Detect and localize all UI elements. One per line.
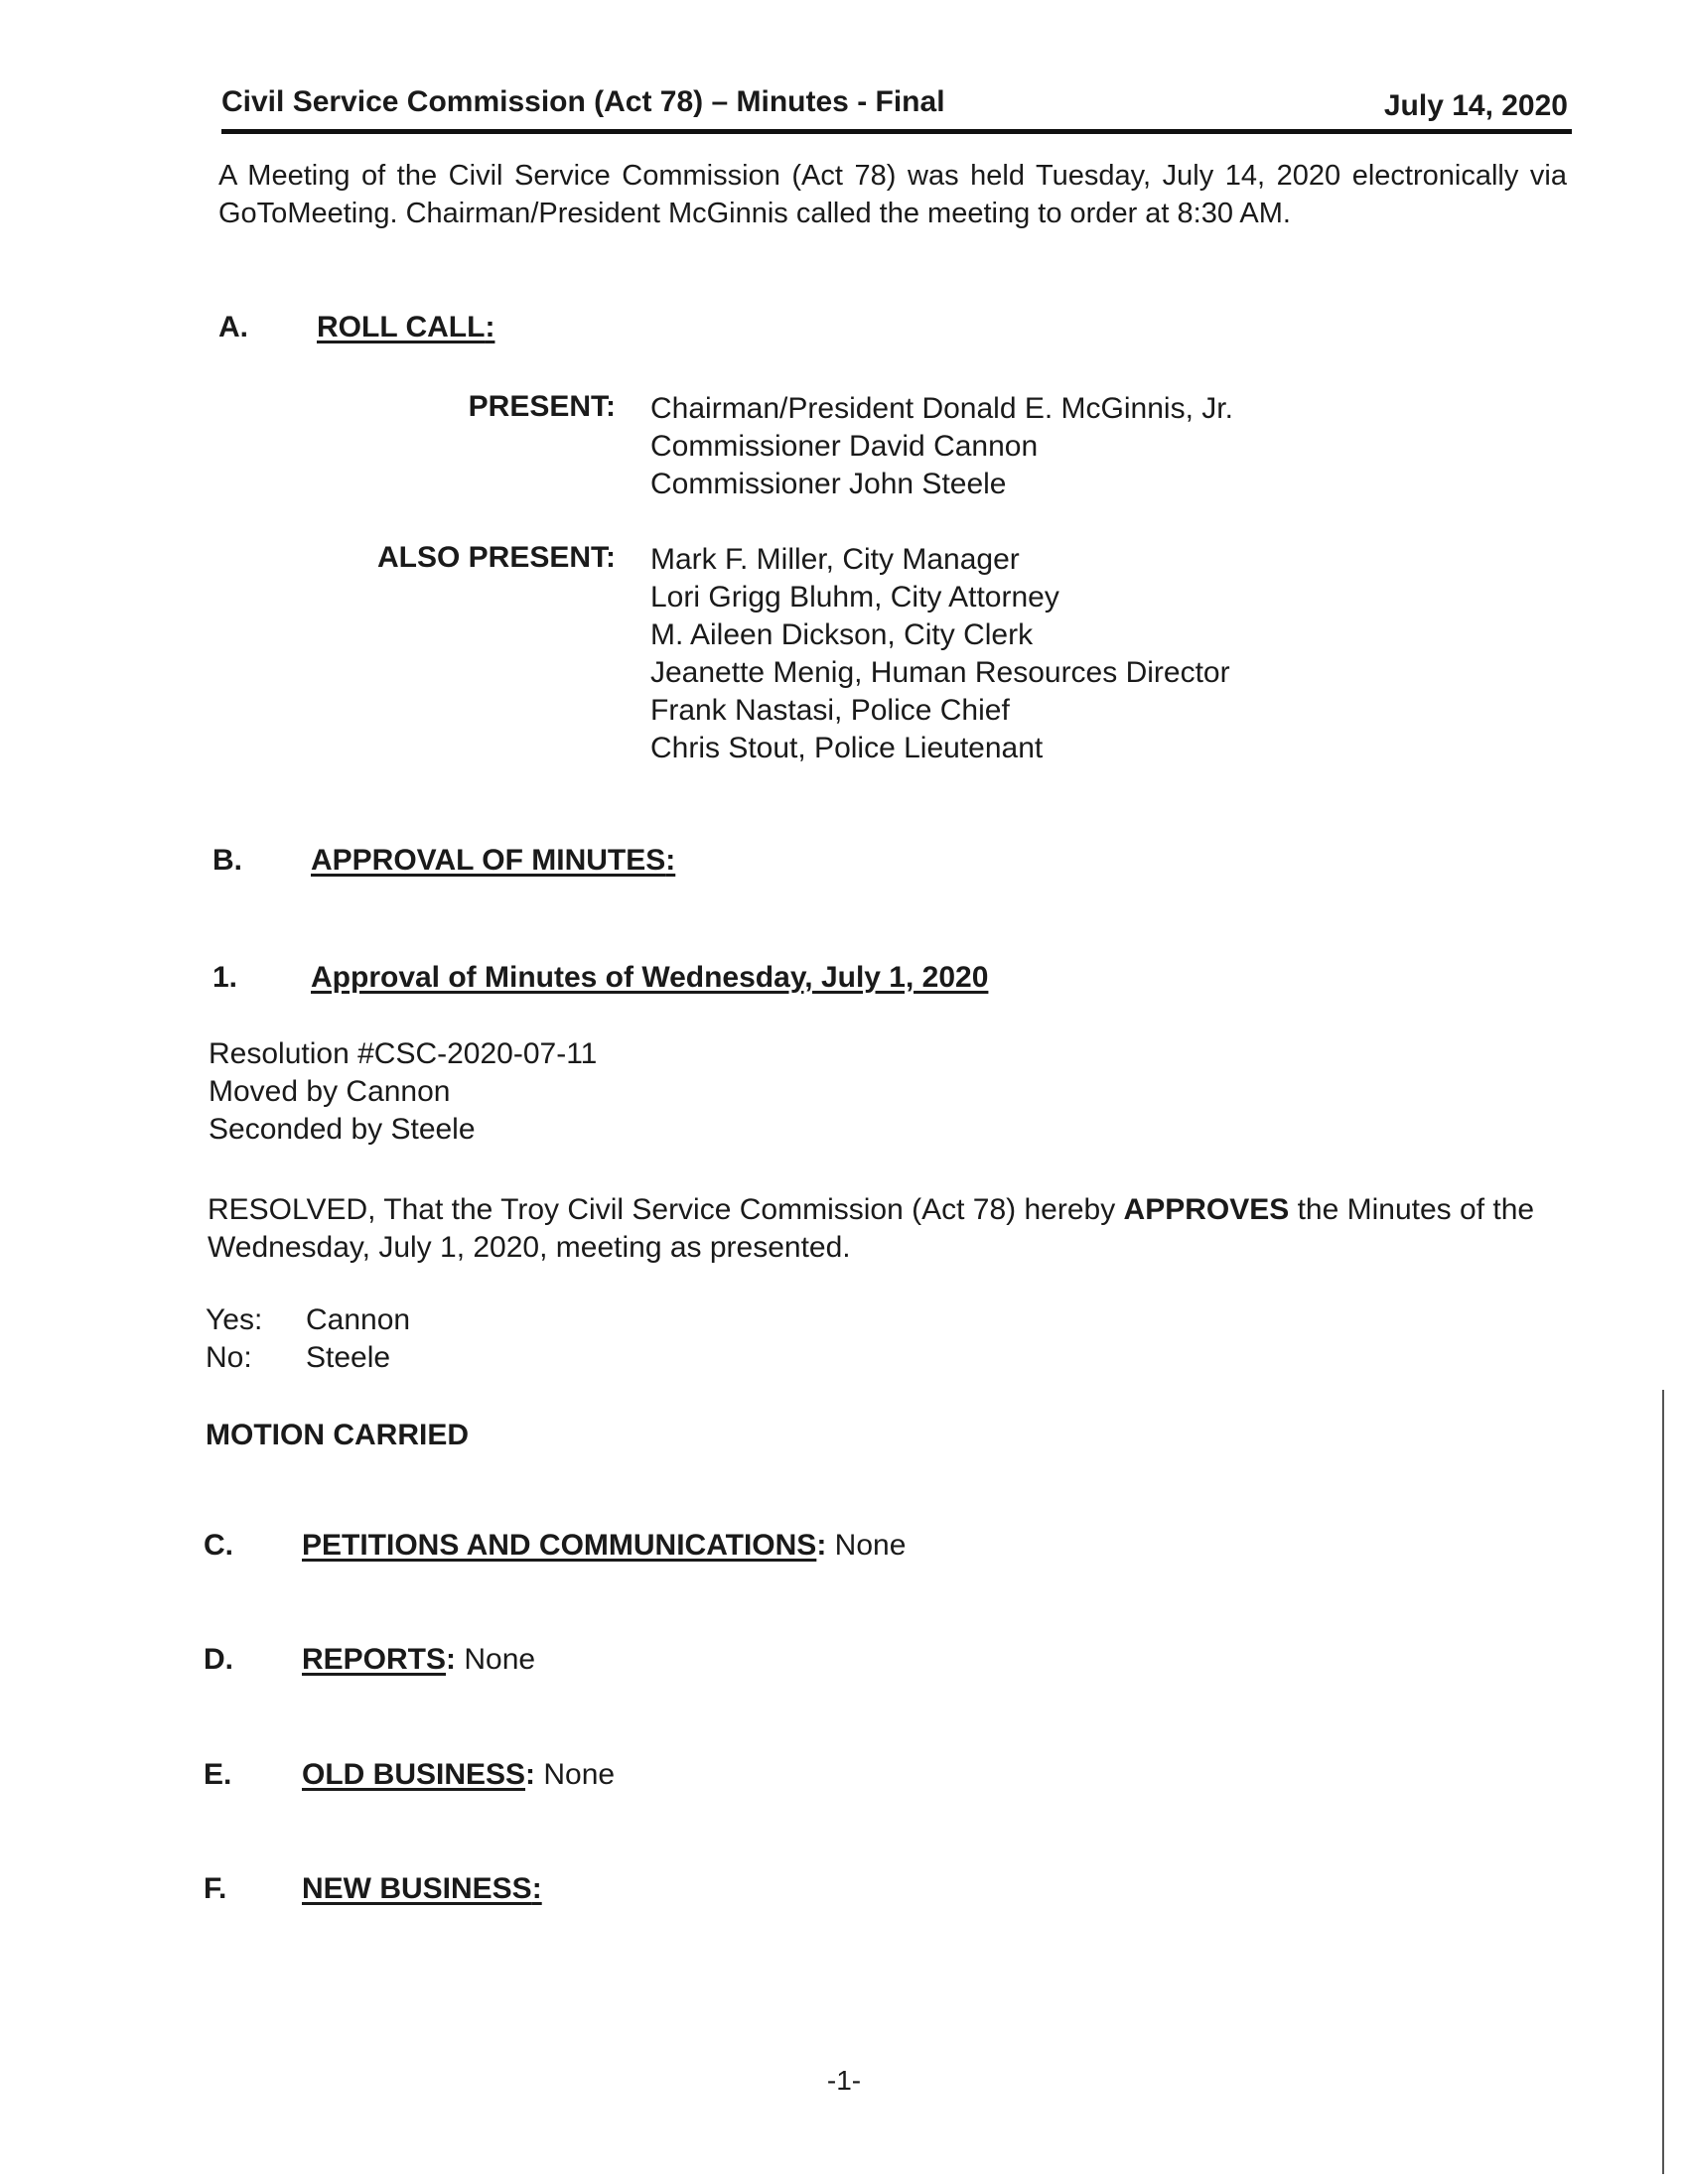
seconded-by: Seconded by Steele [209,1113,476,1146]
section-a-colon: : [485,311,495,343]
vote-yes-row [206,1301,603,1339]
section-b-heading [311,844,675,878]
vote-no-label: No: [206,1341,252,1374]
resolved-action: APPROVES [1123,1193,1290,1226]
section-f-colon: : [531,1872,542,1905]
section-f-heading-text: NEW BUSINESS [302,1872,532,1905]
section-b-colon: : [665,844,676,877]
vote-no-row [206,1339,603,1377]
vote-yes-value: Cannon [306,1303,411,1336]
section-d-heading: REPORTS [302,1643,447,1676]
section-f-heading [302,1872,542,1906]
scan-edge-line [1662,1390,1664,2174]
header-date: July 14, 2020 [1383,89,1568,122]
section-e-heading-group [302,1758,615,1792]
page-number: -1- [826,2065,862,2096]
present-member: Chairman/President Donald E. McGinnis, Jr. [650,392,1233,425]
item-1-number: 1. [212,961,238,994]
section-b-heading-text: APPROVAL OF MINUTES [311,844,666,877]
section-e-colon: : [525,1758,536,1791]
section-d-heading-group [302,1643,535,1677]
present-label: PRESENT: [468,390,616,423]
section-e-value: None [535,1758,616,1791]
vote-no-value: Steele [306,1341,391,1374]
header-title: Civil Service Commission (Act 78) – Minutes - Final [221,85,945,118]
document-header [221,81,1572,134]
section-a-heading-text: ROLL CALL [317,311,486,343]
section-c-heading-group [302,1529,906,1563]
also-present-member: Mark F. Miller, City Manager [650,543,1020,576]
section-c-colon: : [816,1529,827,1562]
also-present-member: Frank Nastasi, Police Chief [650,694,1010,727]
resolved-suffix: the Minutes of the Wednesday, July 1, 2020, meeting as presented. [208,1193,1535,1264]
item-1-heading: Approval of Minutes of Wednesday, July 1, 2020 [311,961,989,994]
present-member: Commissioner David Cannon [650,430,1039,463]
section-c-heading: PETITIONS AND COMMUNICATIONS [302,1529,817,1562]
section-b-letter: B. [212,844,242,877]
section-a-heading [317,311,494,344]
section-d-value: None [456,1643,536,1676]
present-member: Commissioner John Steele [650,468,1007,500]
intro-paragraph: A Meeting of the Civil Service Commission (Act 78) was held Tuesday, July 14, 2020 electronically via GoToMeeting. Chairman/President McGinnis called the meeting to order at 8:30 AM. [218,160,1567,229]
also-present-member: Chris Stout, Police Lieutenant [650,732,1044,764]
section-c-value: None [826,1529,907,1562]
also-present-member: M. Aileen Dickson, City Clerk [650,618,1034,651]
section-d-letter: D. [204,1643,233,1676]
also-present-member: Jeanette Menig, Human Resources Director [650,656,1230,689]
section-c-letter: C. [204,1529,233,1562]
section-e-letter: E. [204,1758,232,1791]
section-e-heading: OLD BUSINESS [302,1758,526,1791]
also-present-list [650,541,1230,767]
also-present-label: ALSO PRESENT: [376,541,616,574]
resolved-paragraph [208,1191,1570,1267]
present-list [650,390,1233,503]
resolved-prefix: RESOLVED, That the Troy Civil Service Commission (Act 78) hereby [208,1193,1124,1226]
vote-block [206,1301,603,1377]
resolution-number: Resolution #CSC-2020-07-11 [209,1037,598,1070]
motion-result: MOTION CARRIED [206,1419,469,1451]
section-a-letter: A. [218,311,248,343]
also-present-member: Lori Grigg Bluhm, City Attorney [650,581,1059,614]
resolution-block [209,1035,597,1149]
section-d-colon: : [446,1643,457,1676]
section-f-letter: F. [204,1872,227,1905]
vote-yes-label: Yes: [206,1303,263,1336]
moved-by: Moved by Cannon [209,1075,451,1108]
